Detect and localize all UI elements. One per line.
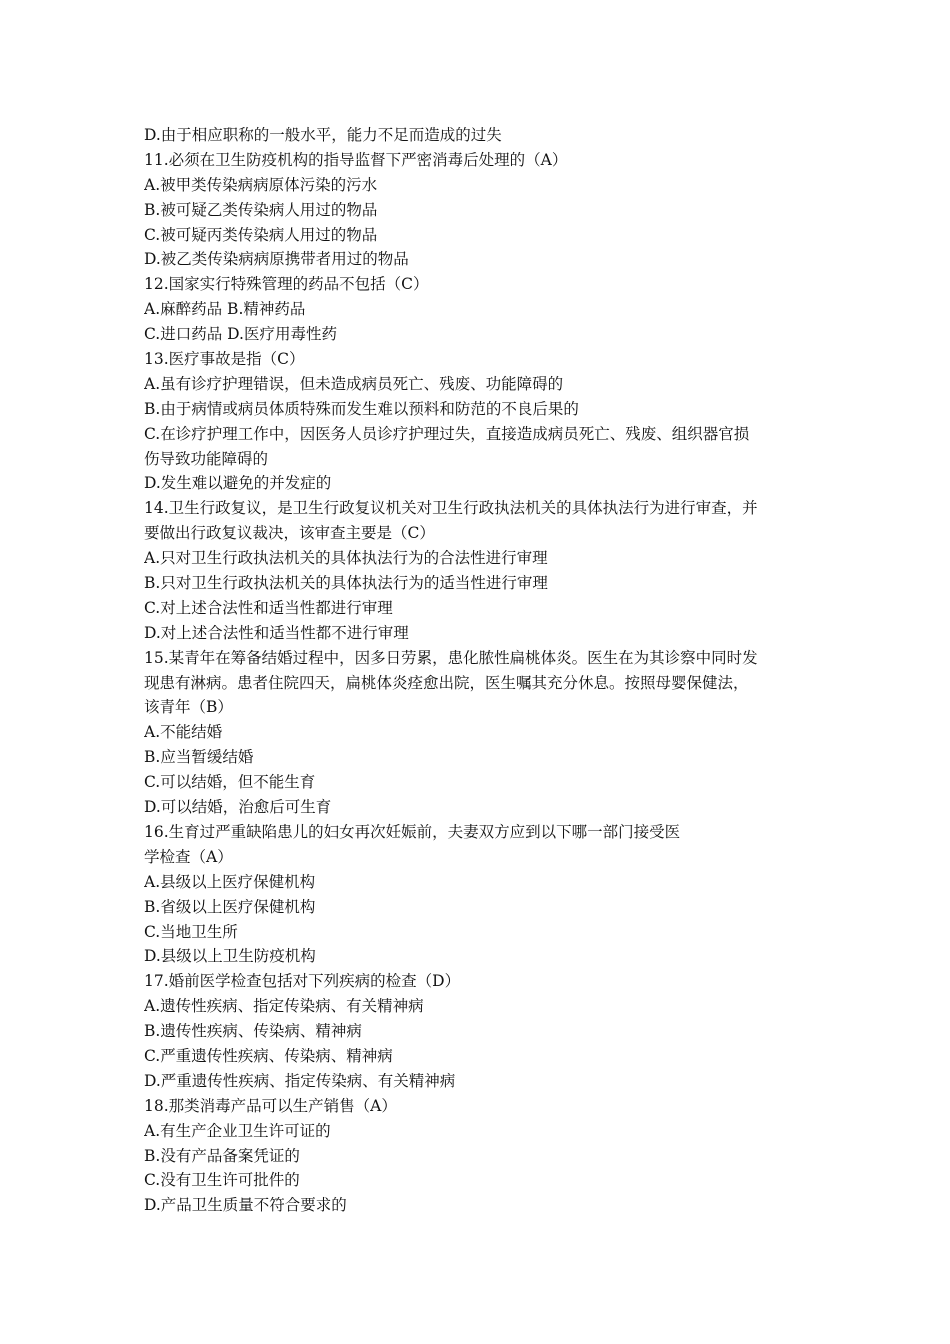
- text-line: 现患有淋病。患者住院四天，扁桃体炎痊愈出院，医生嘱其充分休息。按照母婴保健法，: [144, 673, 749, 692]
- document-page: [144, 123, 814, 1218]
- text-line: B.被可疑乙类传染病人用过的物品: [144, 200, 378, 219]
- text-line: 该青年（B）: [144, 698, 233, 717]
- text-line: C.被可疑丙类传染病人用过的物品: [144, 225, 378, 244]
- text-line: D.被乙类传染病病原携带者用过的物品: [144, 250, 409, 269]
- text-line: 要做出行政复议裁决，该审查主要是（C）: [144, 524, 435, 543]
- text-line: A.只对卫生行政执法机关的具体执法行为的合法性进行审理: [144, 549, 548, 568]
- text-line: D.严重遗传性疾病、指定传染病、有关精神病: [144, 1071, 456, 1090]
- text-line: A.虽有诊疗护理错误，但未造成病员死亡、残废、功能障碍的: [144, 374, 564, 393]
- text-line: B.应当暂缓结婚: [144, 748, 254, 767]
- question-17: 17.婚前医学检查包括对下列疾病的检查（D）: [144, 972, 461, 991]
- text-line: C.在诊疗护理工作中，因医务人员诊疗护理过失，直接造成病员死亡、残废、组织器官损: [144, 424, 750, 443]
- question-16: 16.生育过严重缺陷患儿的妇女再次妊娠前，夫妻双方应到以下哪一部门接受医: [144, 822, 681, 841]
- question-12: 12.国家实行特殊管理的药品不包括（C）: [144, 275, 429, 294]
- text-line: B.省级以上医疗保健机构: [144, 897, 316, 916]
- text-line: C.对上述合法性和适当性都进行审理: [144, 598, 393, 617]
- question-13: 13.医疗事故是指（C）: [144, 350, 305, 369]
- text-line: B.由于病情或病员体质特殊而发生难以预料和防范的不良后果的: [144, 399, 579, 418]
- text-line: C.可以结婚，但不能生育: [144, 773, 316, 792]
- text-line: D.可以结婚，治愈后可生育: [144, 798, 332, 817]
- question-15: 15.某青年在筹备结婚过程中，因多日劳累，患化脓性扁桃体炎。医生在为其诊察中同时发: [144, 648, 758, 667]
- text-line: 伤导致功能障碍的: [144, 449, 269, 468]
- text-line: D.对上述合法性和适当性都不进行审理: [144, 623, 409, 642]
- text-line: A.麻醉药品 B.精神药品: [144, 300, 306, 319]
- text-line: A.县级以上医疗保健机构: [144, 872, 316, 891]
- question-11: 11.必须在卫生防疫机构的指导监督下严密消毒后处理的（A）: [144, 150, 568, 169]
- text-line: D.县级以上卫生防疫机构: [144, 947, 316, 966]
- text-line: D.产品卫生质量不符合要求的: [144, 1196, 347, 1215]
- text-line: C.严重遗传性疾病、传染病、精神病: [144, 1046, 393, 1065]
- text-line: A.不能结婚: [144, 723, 223, 742]
- text-line: D.发生难以避免的并发症的: [144, 474, 332, 493]
- text-line: D.由于相应职称的一般水平，能力不足而造成的过失: [144, 126, 502, 144]
- question-14: 14.卫生行政复议，是卫生行政复议机关对卫生行政执法机关的具体执法行为进行审查，并: [144, 499, 758, 518]
- text-line: A.被甲类传染病病原体污染的污水: [144, 175, 378, 194]
- text-line: B.没有产品备案凭证的: [144, 1146, 300, 1165]
- text-line: 学检查（A）: [144, 847, 233, 866]
- text-line: C.进口药品 D.医疗用毒性药: [144, 325, 337, 344]
- text-line: A.有生产企业卫生许可证的: [144, 1121, 331, 1140]
- question-18: 18.那类消毒产品可以生产销售（A）: [144, 1096, 397, 1115]
- text-line: B.只对卫生行政执法机关的具体执法行为的适当性进行审理: [144, 574, 548, 593]
- text-line: C.当地卫生所: [144, 922, 238, 941]
- text-line: C.没有卫生许可批件的: [144, 1171, 300, 1190]
- text-line: A.遗传性疾病、指定传染病、有关精神病: [144, 997, 424, 1016]
- text-line: B.遗传性疾病、传染病、精神病: [144, 1022, 362, 1041]
